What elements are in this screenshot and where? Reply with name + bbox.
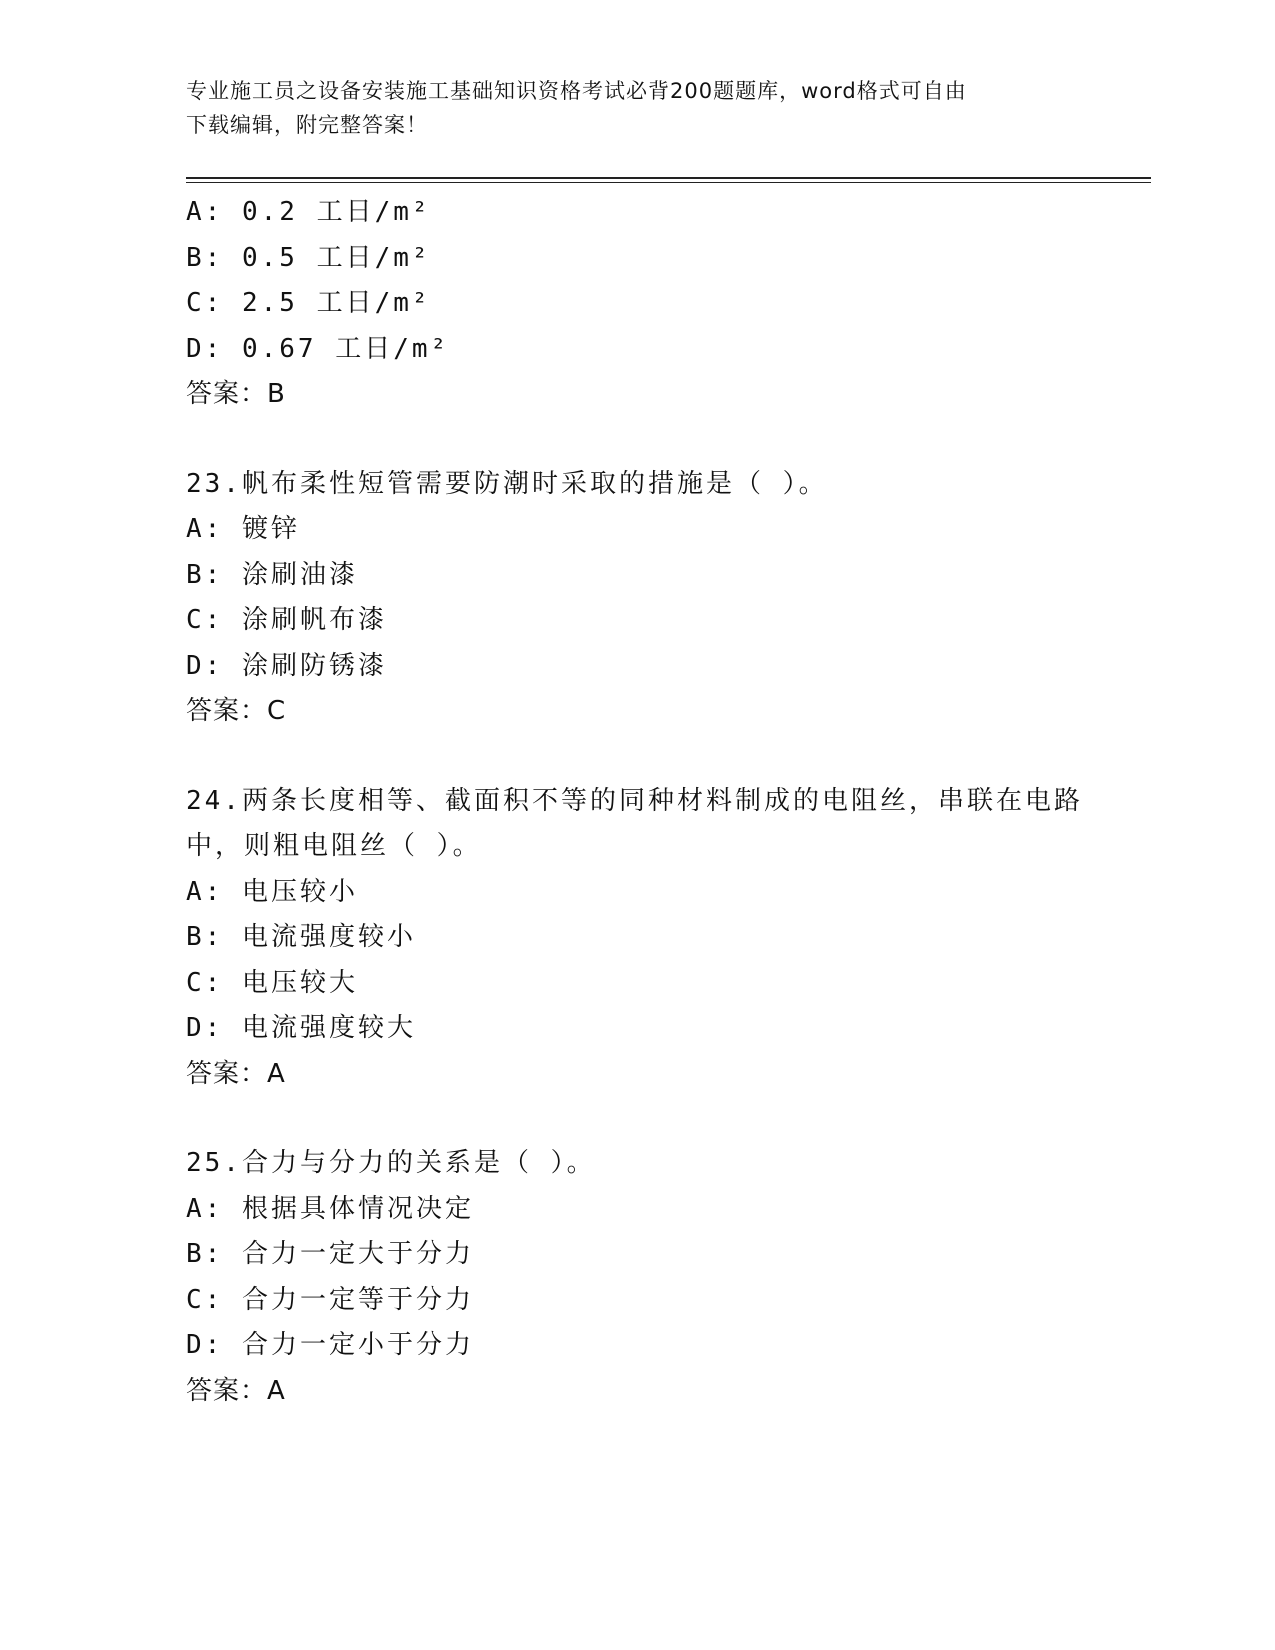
question-24: [186, 779, 1106, 1098]
option-c: C: 合力一定等于分力: [186, 1284, 474, 1315]
question-23: [186, 462, 1106, 735]
answer: 答案：A: [186, 1058, 286, 1089]
document-header: [186, 74, 1086, 142]
option-a: A: 镀锌: [186, 514, 300, 544]
answer: 答案：C: [186, 696, 287, 726]
option-a: A: 根据具体情况决定: [186, 1193, 474, 1224]
header-divider: [186, 177, 1151, 183]
answer: 答案：A: [186, 1375, 286, 1406]
question-22: [186, 190, 1106, 418]
question-stem-line-1: 24.两条长度相等、截面积不等的同种材料制成的电阻丝，串联在电路: [186, 785, 1083, 816]
header-line-2: 下载编辑，附完整答案！: [186, 113, 428, 137]
question-stem: 23.帆布柔性短管需要防潮时采取的措施是（ ）。: [186, 468, 828, 499]
question-list: [186, 190, 1106, 1414]
option-a: A: 电压较小: [186, 876, 358, 907]
option-a: A: 0.2 工日/m²: [186, 197, 431, 227]
question-stem-line-2: 中，则粗电阻丝（ ）。: [186, 831, 482, 861]
option-d: D: 合力一定小于分力: [186, 1330, 474, 1360]
question-stem: 25.合力与分力的关系是（ ）。: [186, 1148, 596, 1178]
option-c: C: 电压较大: [186, 967, 358, 998]
option-d: D: 电流强度较大: [186, 1013, 416, 1043]
option-d: D: 0.67 工日/m²: [186, 333, 450, 364]
option-b: B: 电流强度较小: [186, 922, 416, 952]
option-c: C: 涂刷帆布漆: [186, 605, 387, 635]
option-b: B: 合力一定大于分力: [186, 1239, 474, 1269]
option-c: C: 2.5 工日/m²: [186, 288, 431, 318]
option-d: D: 涂刷防锈漆: [186, 650, 387, 681]
header-line-1: 专业施工员之设备安装施工基础知识资格考试必背200题题库，word格式可自由: [186, 79, 967, 103]
option-b: B: 0.5 工日/m²: [186, 242, 431, 273]
answer: 答案：B: [186, 379, 286, 409]
option-b: B: 涂刷油漆: [186, 559, 358, 590]
question-25: [186, 1141, 1106, 1414]
